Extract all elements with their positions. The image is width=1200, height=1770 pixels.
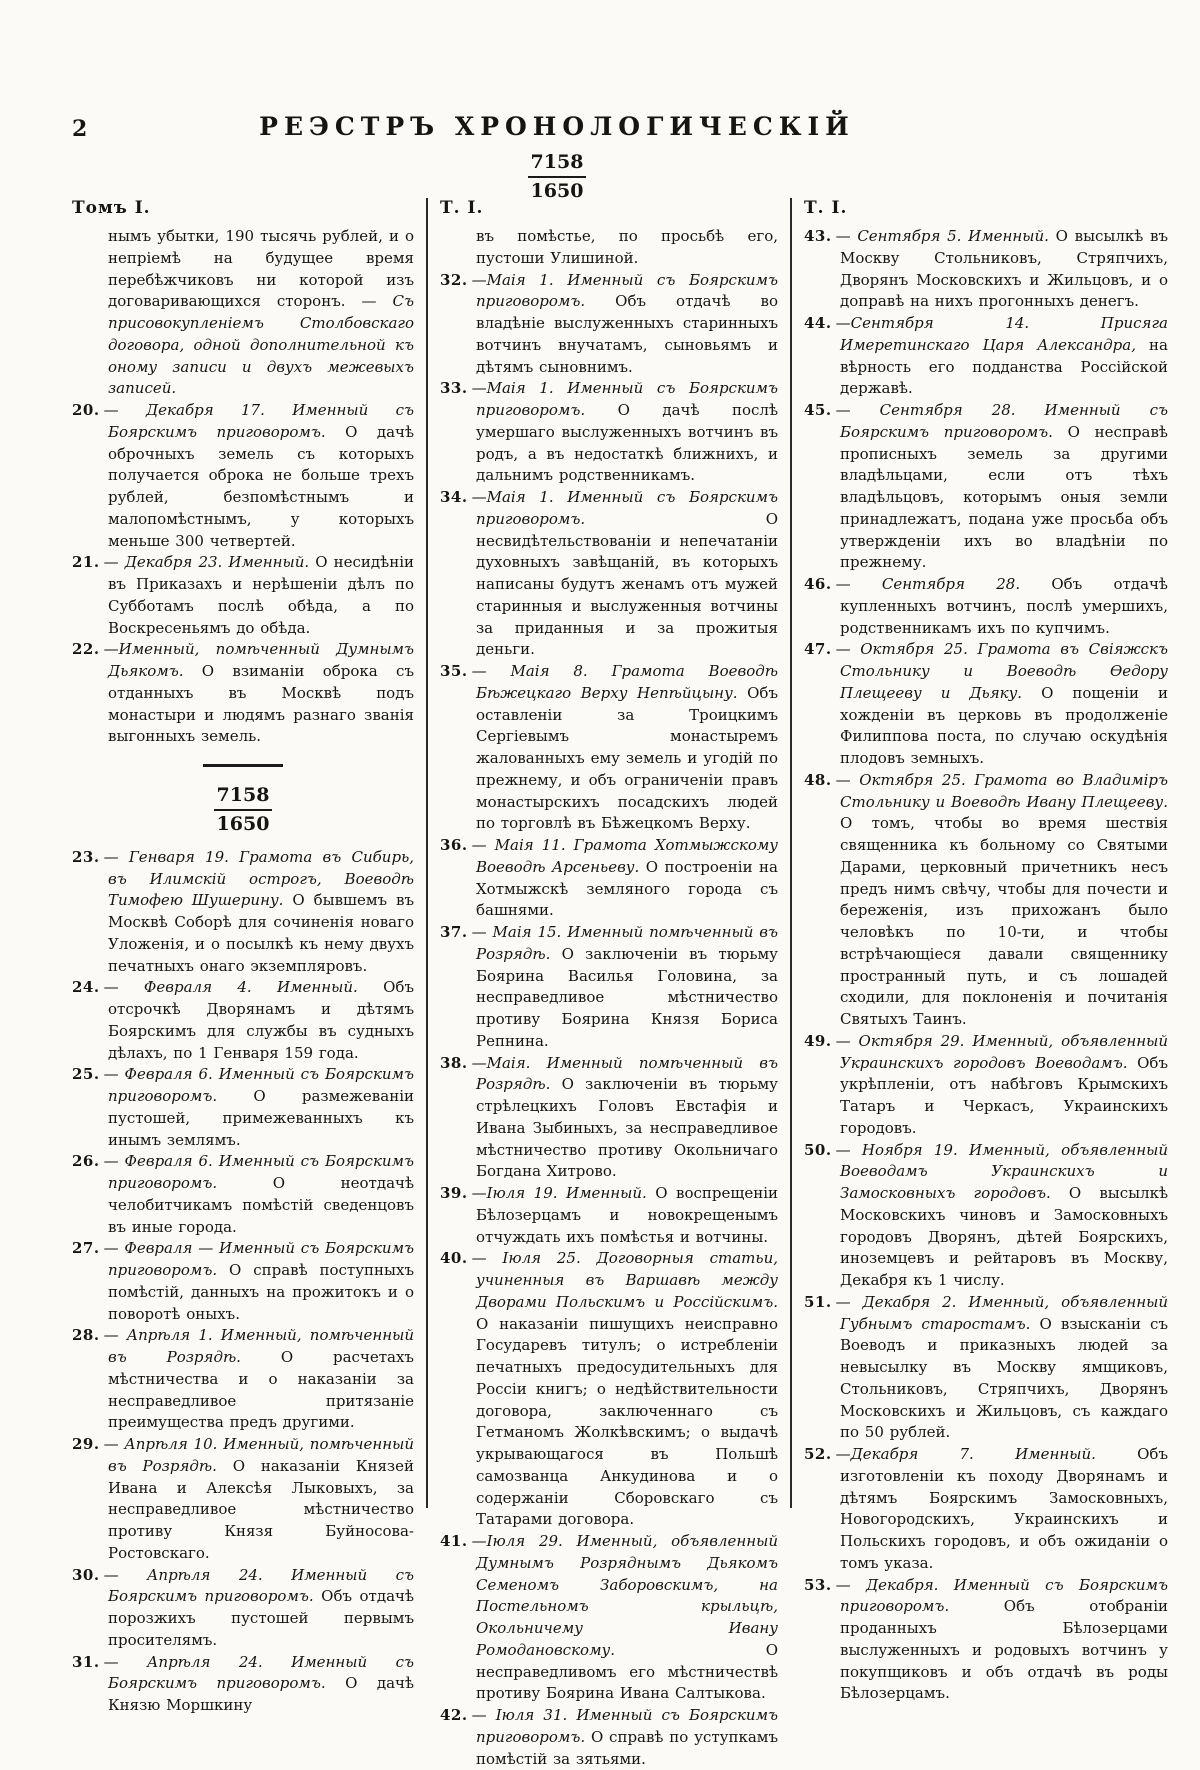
entry-description-text: О справѣ поступныхъ помѣстій, данныхъ на прожитокъ и о поворотѣ оныхъ.: [108, 1261, 414, 1323]
entry-description-text: О взысканіи съ Воеводъ и приказныхъ людей за невысылку въ Москву ямщиковъ, Стольниковъ, Стряпчихъ, Дворянъ Московскихъ и Жильцовъ, съ каждаго по 50 рублей.: [840, 1314, 1168, 1442]
register-entry: [440, 1183, 778, 1248]
entry-heading-text: —Маія 1. Именный съ Боярскимъ приговоромъ.: [471, 270, 778, 311]
entry-number: 27.: [72, 1239, 100, 1258]
column-volume-header: Т. I.: [440, 198, 484, 218]
entry-description-text: О расчетахъ мѣстничества и о наказаніи за несправедливое притязаніе преимущества предъ другими.: [108, 1348, 414, 1432]
section-year-divider: [72, 764, 414, 835]
register-entry: [72, 977, 414, 1064]
register-entry: [72, 1325, 414, 1434]
entry-number: 25.: [72, 1065, 100, 1084]
register-column: [72, 198, 426, 1715]
entry-heading-text: — Іюля 25. Договорныя статьи, учиненныя въ Варшавѣ между Дворами Польскимъ и Россійскимъ.: [471, 1249, 778, 1311]
register-entry: [804, 313, 1168, 400]
entry-number: 52.: [804, 1445, 832, 1463]
entry-description-text: Объ оставленіи за Троицкимъ Сергіевымъ монастыремъ жалованныхъ ему земель и угодій по прежнему, и объ ограниченіи правъ монастырскихъ посадскихъ людей по торговлѣ въ Бѣжецкомъ Верху.: [476, 683, 778, 833]
entry-heading-text: — Декабря 2. Именный, объявленный Губнымъ старостамъ.: [835, 1292, 1168, 1333]
entry-description-text: О высылкѣ въ Москву Стольниковъ, Стряпчихъ, Дворянъ Московскихъ и Жильцовъ, и о доправѣ на нихъ прогонныхъ денегъ.: [840, 227, 1168, 311]
entry-heading-text: —Маія. Именный помѣченный въ Розрядѣ.: [471, 1053, 778, 1094]
entry-heading-text: —Маія 1. Именный съ Боярскимъ приговоромъ.: [471, 488, 778, 528]
column-volume-header: Томъ I.: [72, 198, 151, 218]
register-entry: [804, 400, 1168, 574]
register-entry: [440, 661, 778, 835]
register-entry: [72, 1652, 414, 1717]
entry-number: 39.: [440, 1184, 468, 1202]
entry-number: 46.: [804, 575, 832, 593]
entry-heading-text: — Сентября 5. Именный.: [835, 227, 1049, 245]
entry-heading-text: — Октября 25. Грамота въ Свіяжскъ Стольнику и Воеводѣ Ѳедору Плещееву и Дьяку.: [835, 640, 1168, 702]
entry-heading-text: — Декабря. Именный съ Боярскимъ приговоромъ.: [835, 1575, 1168, 1616]
entry-heading-text: — Апрѣля 24. Именный съ Боярскимъ приговоромъ.: [103, 1652, 414, 1693]
entry-number: 51.: [804, 1292, 832, 1311]
year-gregorian: 1650: [216, 812, 270, 835]
entry-heading-text: — Генваря 19. Грамота въ Сибирь, въ Илимскій острогъ, Воеводѣ Тимофею Шушерину.: [103, 847, 414, 910]
page-number: 2: [72, 116, 88, 142]
entry-number: 38.: [440, 1053, 468, 1072]
entry-number: 28.: [72, 1326, 100, 1345]
register-entry: [440, 1248, 778, 1531]
entry-description-text: О пощеніи и хожденіи въ церковь въ продолженіе Филиппова поста, по случаю оскудѣнія плодовъ земныхъ.: [840, 683, 1168, 767]
continuation-paragraph: [72, 226, 414, 400]
entry-number: 29.: [72, 1435, 100, 1454]
entry-number: 32.: [440, 270, 468, 289]
register-entry: [72, 1434, 414, 1565]
entry-heading-text: — Апрѣля 1. Именный, помѣченный въ Розрядѣ.: [103, 1326, 414, 1367]
register-entry: [440, 1705, 778, 1770]
entry-heading-text: — Маія 11. Грамота Хотмыжскому Воеводѣ Арсеньеву.: [471, 836, 778, 876]
year-fraction: [214, 785, 272, 835]
entry-description-text: О дачѣ послѣ умершаго выслуженныхъ вотчинъ въ родъ, а въ недостаткѣ ближнихъ, и дальнимъ родственникамъ.: [476, 401, 778, 485]
entry-heading-text: — Апрѣля 24. Именный съ Боярскимъ приговоромъ.: [103, 1565, 414, 1606]
entry-heading-text: — Декабря 17. Именный съ Боярскимъ приговоромъ.: [103, 401, 414, 441]
entry-heading-text: — Декабря 23. Именный.: [103, 553, 310, 572]
entry-heading-text: — Октября 25. Грамота во Владиміръ Стольнику и Воеводѣ Ивану Плещееву.: [835, 770, 1168, 811]
register-entry: [440, 270, 778, 379]
entry-number: 50.: [804, 1140, 832, 1159]
entry-number: 44.: [804, 314, 832, 332]
entry-description-text: О заключеніи въ тюрьму Боярина Василья Головина, за несправедливое мѣстничество противу Боярина Князя Бориса Репнина.: [476, 944, 778, 1050]
entry-heading-text: — Іюля 31. Именный съ Боярскимъ приговоромъ.: [471, 1706, 778, 1746]
entry-number: 33.: [440, 379, 468, 398]
register-entry: [72, 639, 414, 748]
register-entry: [804, 226, 1168, 313]
entry-description-text: О размежеваніи пустошей, примежеванныхъ къ инымъ землямъ.: [108, 1087, 414, 1149]
entry-description-text: О дачѣ оброчныхъ земель съ которыхъ получается оброка не больше трехъ рублей, безпомѣстнымъ и малопомѣстнымъ, у которыхъ меньше 300 четвертей.: [108, 422, 414, 550]
entry-description-text: О воспрещеніи Бѣлозерцамъ и новокрещенымъ отчуждать ихъ помѣстья и вотчины.: [476, 1184, 778, 1246]
entry-description-text: Объ отсрочкѣ Дворянамъ и дѣтямъ Боярскимъ для службы въ судныхъ дѣлахъ, по 1 Генваря 159 года.: [108, 978, 414, 1062]
register-entry: [440, 922, 778, 1053]
entry-heading-text: Съ присовокупленіемъ Столбовскаго договора, одной дополнительной къ оному записи и двухъ межевыхъ записей.: [108, 292, 414, 398]
entry-description-text: Объ отдачѣ купленныхъ вотчинъ, послѣ умершихъ, родственникамъ ихъ по купчимъ.: [840, 575, 1168, 637]
entry-number: 31.: [72, 1652, 100, 1671]
entry-heading-text: — Маія 8. Грамота Воеводѣ Бѣжецкаго Верху Непѣйцыну.: [471, 662, 778, 702]
entry-number: 23.: [72, 847, 100, 866]
entry-description-text: въ помѣстье, по просьбѣ его, пустоши Улишиной.: [476, 227, 778, 267]
year-mundane: 7158: [216, 784, 270, 806]
entry-number: 20.: [72, 401, 100, 419]
entry-number: 35.: [440, 662, 468, 680]
entry-heading-text: —Іюля 29. Именный, объявленный Думнымъ Розряднымъ Дьякомъ Семеномъ Заборовскимъ, на Постельномъ крыльцѣ, Окольничему Ивану Ромодановскому.: [471, 1532, 778, 1659]
fraction-bar: [528, 176, 586, 178]
header-year-fraction: [0, 152, 1114, 202]
entry-heading-text: — Апрѣля 10. Именный, помѣченный въ Розрядѣ.: [103, 1435, 414, 1475]
entry-heading-text: —Сентября 14. Присяга Имеретинскаго Царя Александра,: [835, 314, 1168, 354]
register-entry: [72, 552, 414, 639]
register-entry: [804, 1031, 1168, 1140]
entry-description-text: О несидѣніи въ Приказахъ и нерѣшеніи дѣлъ по Субботамъ послѣ обѣда, а по Воскресеньямъ до обѣда.: [108, 553, 414, 637]
register-entry: [804, 770, 1168, 1031]
entry-number: 45.: [804, 401, 832, 419]
entry-description-text: Объ отдачѣ порозжихъ пустошей первымъ просителямъ.: [108, 1587, 414, 1649]
entry-description-text: О заключеніи въ тюрьму стрѣлецкихъ Головъ Евстафія и Ивана Зыбиныхъ, за несправедливое мѣстничество противу Окольничаго Богдана Хитрово.: [476, 1075, 778, 1181]
register-columns: [72, 198, 1169, 1768]
entry-description-text: О несвидѣтельствованіи и непечатаніи духовныхъ завѣщаній, въ которыхъ написаны будутъ женамъ отъ мужей старинныя и выслуженныя вотчины за приданныя и за прожитыя деньги.: [476, 509, 778, 659]
year-mundane: 7158: [530, 151, 584, 173]
entry-heading-text: —Именный, помѣченный Думнымъ Дьякомъ.: [103, 640, 414, 680]
entry-description-text: О наказаніи Князей Ивана и Алексѣя Лыковыхъ, за несправедливое мѣстничество противу Князя Буйносова-Ростовскаго.: [108, 1456, 414, 1562]
register-entry: [72, 1565, 414, 1652]
entry-description-text: О наказаніи пишущихъ неисправно Государевъ титулъ; о истребленіи печатныхъ предосудительныхъ для Россіи книгъ; о недѣйствительности договора, заключеннаго съ Гетманомъ Жолкѣвскимъ; о выдачѣ укрывающагося въ Польшѣ самозванца Анкудинова и о содержаніи Сборовскаго съ Татарами договора.: [476, 1314, 778, 1529]
entry-heading-text: — Октября 29. Именный, объявленный Украинскихъ городовъ Воеводамъ.: [835, 1031, 1168, 1072]
column-body: [804, 226, 1168, 1705]
register-entry: [72, 1151, 414, 1238]
entry-heading-text: — Маія 15. Именный помѣченный въ Розрядѣ.: [471, 923, 778, 963]
entry-description-text: на вѣрность его подданства Россійской державѣ.: [840, 335, 1168, 398]
entry-number: 21.: [72, 553, 100, 572]
entry-description-text: Объ укрѣпленіи, отъ набѣговъ Крымскихъ Татаръ и Черкасъ, Украинскихъ городовъ.: [840, 1053, 1169, 1137]
register-column: [426, 198, 792, 1768]
entry-number: 53.: [804, 1575, 832, 1594]
entry-heading-text: — Сентября 28.: [835, 575, 1021, 593]
register-entry: [804, 1575, 1168, 1706]
page-title: РЕЭСТРЪ ХРОНОЛОГИЧЕСКІЙ: [259, 112, 855, 141]
entry-heading-text: — Февраля 4. Именный.: [103, 978, 358, 997]
entry-number: 30.: [72, 1565, 100, 1584]
column-body: [72, 226, 414, 1717]
year-fraction: [528, 152, 586, 202]
register-entry: [440, 1053, 778, 1184]
entry-heading-text: — Февраля — Именный съ Боярскимъ приговоромъ.: [103, 1239, 415, 1280]
entry-number: 22.: [72, 640, 100, 659]
column-volume-header: Т. I.: [804, 198, 848, 218]
year-gregorian: 1650: [530, 179, 584, 202]
divider-rule: [203, 764, 283, 767]
entry-heading-text: —Декабря 7. Именный.: [835, 1445, 1096, 1463]
register-entry: [440, 378, 778, 487]
continuation-paragraph: [440, 226, 778, 270]
entry-number: 41.: [440, 1532, 468, 1550]
register-entry: [440, 487, 778, 661]
entry-heading-text: — Сентября 28. Именный съ Боярскимъ приговоромъ.: [835, 401, 1168, 441]
register-entry: [804, 1140, 1168, 1292]
register-entry: [804, 639, 1168, 770]
entry-heading-text: —Іюля 19. Именный.: [471, 1184, 647, 1202]
entry-description-text: О высылкѣ Московскихъ чиновъ и Замосковныхъ городовъ Дворянъ, дѣтей Боярскихъ, иноземцевъ и рейтаровъ въ Москву, Декабря къ 1 числу.: [840, 1184, 1168, 1289]
entry-description-text: нымъ убытки, 190 тысячь рублей, и о непріемѣ на будущее время перебѣжчиковъ ни которой изъ договаривающихся сторонъ. —: [108, 227, 414, 311]
register-entry: [72, 1238, 414, 1325]
entry-number: 42.: [440, 1706, 468, 1724]
entry-number: 36.: [440, 836, 468, 854]
entry-number: 37.: [440, 923, 468, 941]
register-entry: [72, 847, 414, 978]
entry-description-text: О взиманіи оброка съ отданныхъ въ Москвѣ подъ монастыри и людямъ разнаго званія выгонныхъ земель.: [108, 662, 414, 746]
register-entry: [804, 1292, 1168, 1444]
entry-number: 34.: [440, 488, 468, 506]
entry-heading-text: —Маія 1. Именный съ Боярскимъ приговоромъ.: [471, 379, 778, 419]
entry-description-text: О справѣ по уступкамъ помѣстій за зятьями.: [476, 1727, 778, 1768]
entry-description-text: Объ отдачѣ во владѣніе выслуженныхъ старинныхъ вотчинъ внучатамъ, сыновьямъ и дѣтямъ сыновнимъ.: [476, 292, 778, 376]
entry-description-text: Объ отобраніи проданныхъ Бѣлозерцами выслуженныхъ и родовыхъ вотчинъ у покупщиковъ и объ отдачѣ въ роды Бѣлозерцамъ.: [840, 1597, 1168, 1703]
entry-number: 48.: [804, 770, 832, 789]
entry-number: 26.: [72, 1152, 100, 1171]
register-entry: [440, 835, 778, 922]
entry-heading-text: — Ноября 19. Именный, объявленный Воеводамъ Украинскихъ и Замосковныхъ городовъ.: [835, 1140, 1168, 1202]
entry-number: 49.: [804, 1031, 832, 1050]
entry-description-text: О дачѣ Князю Моршкину: [108, 1674, 414, 1715]
fraction-bar: [214, 809, 272, 811]
register-entry: [72, 1064, 414, 1151]
entry-description-text: О бывшемъ въ Москвѣ Соборѣ для сочиненія новаго Уложенія, и о посылкѣ къ нему двухъ печатныхъ онаго экземпляровъ.: [108, 891, 414, 975]
entry-description-text: О томъ, чтобы во время шествія священника къ больному со Святыми Дарами, церковный причетникъ несъ предъ нимъ свѣчу, чтобы для почести и береженія, изъ прихожанъ было человѣкъ по 10-ти, и чтобы встрѣчающіеся давали священнику пространный путь, и съ лошадей сходили, для поклоненія и почитанія Святыхъ Таинъ.: [840, 814, 1168, 1028]
entry-number: 24.: [72, 978, 100, 997]
entry-heading-text: — Февраля 6. Именный съ Боярскимъ приговоромъ.: [103, 1152, 414, 1193]
entry-description-text: О неотдачѣ челобитчикамъ помѣстій сведенцовъ въ иные города.: [108, 1174, 414, 1236]
register-entry: [72, 400, 414, 552]
entry-number: 43.: [804, 227, 832, 245]
entry-description-text: О построеніи на Хотмыжскѣ земляного города съ башнями.: [476, 857, 778, 920]
entry-description-text: Объ изготовленіи къ походу Дворянамъ и дѣтямъ Боярскимъ Замосковныхъ, Новогородскихъ, Украинскихъ и Польскихъ городовъ, и объ ожиданіи о томъ указа.: [840, 1445, 1169, 1572]
register-entry: [440, 1531, 778, 1705]
entry-description-text: О несправѣ прописныхъ земель за другими владѣльцами, если отъ тѣхъ владѣльцовъ, которымъ оныя земли принадлежатъ, подана уже просьба объ утвержденіи ихъ во владѣніи по прежнему.: [840, 422, 1168, 572]
register-entry: [804, 1444, 1168, 1575]
register-entry: [804, 574, 1168, 639]
entry-heading-text: — Февраля 6. Именный съ Боярскимъ приговоромъ.: [103, 1065, 414, 1106]
entry-number: 47.: [804, 640, 832, 659]
register-column: [792, 198, 1169, 1703]
entry-description-text: О несправедливомъ его мѣстничествѣ противу Боярина Ивана Салтыкова.: [476, 1640, 778, 1703]
column-body: [440, 226, 778, 1770]
entry-number: 40.: [440, 1249, 468, 1268]
